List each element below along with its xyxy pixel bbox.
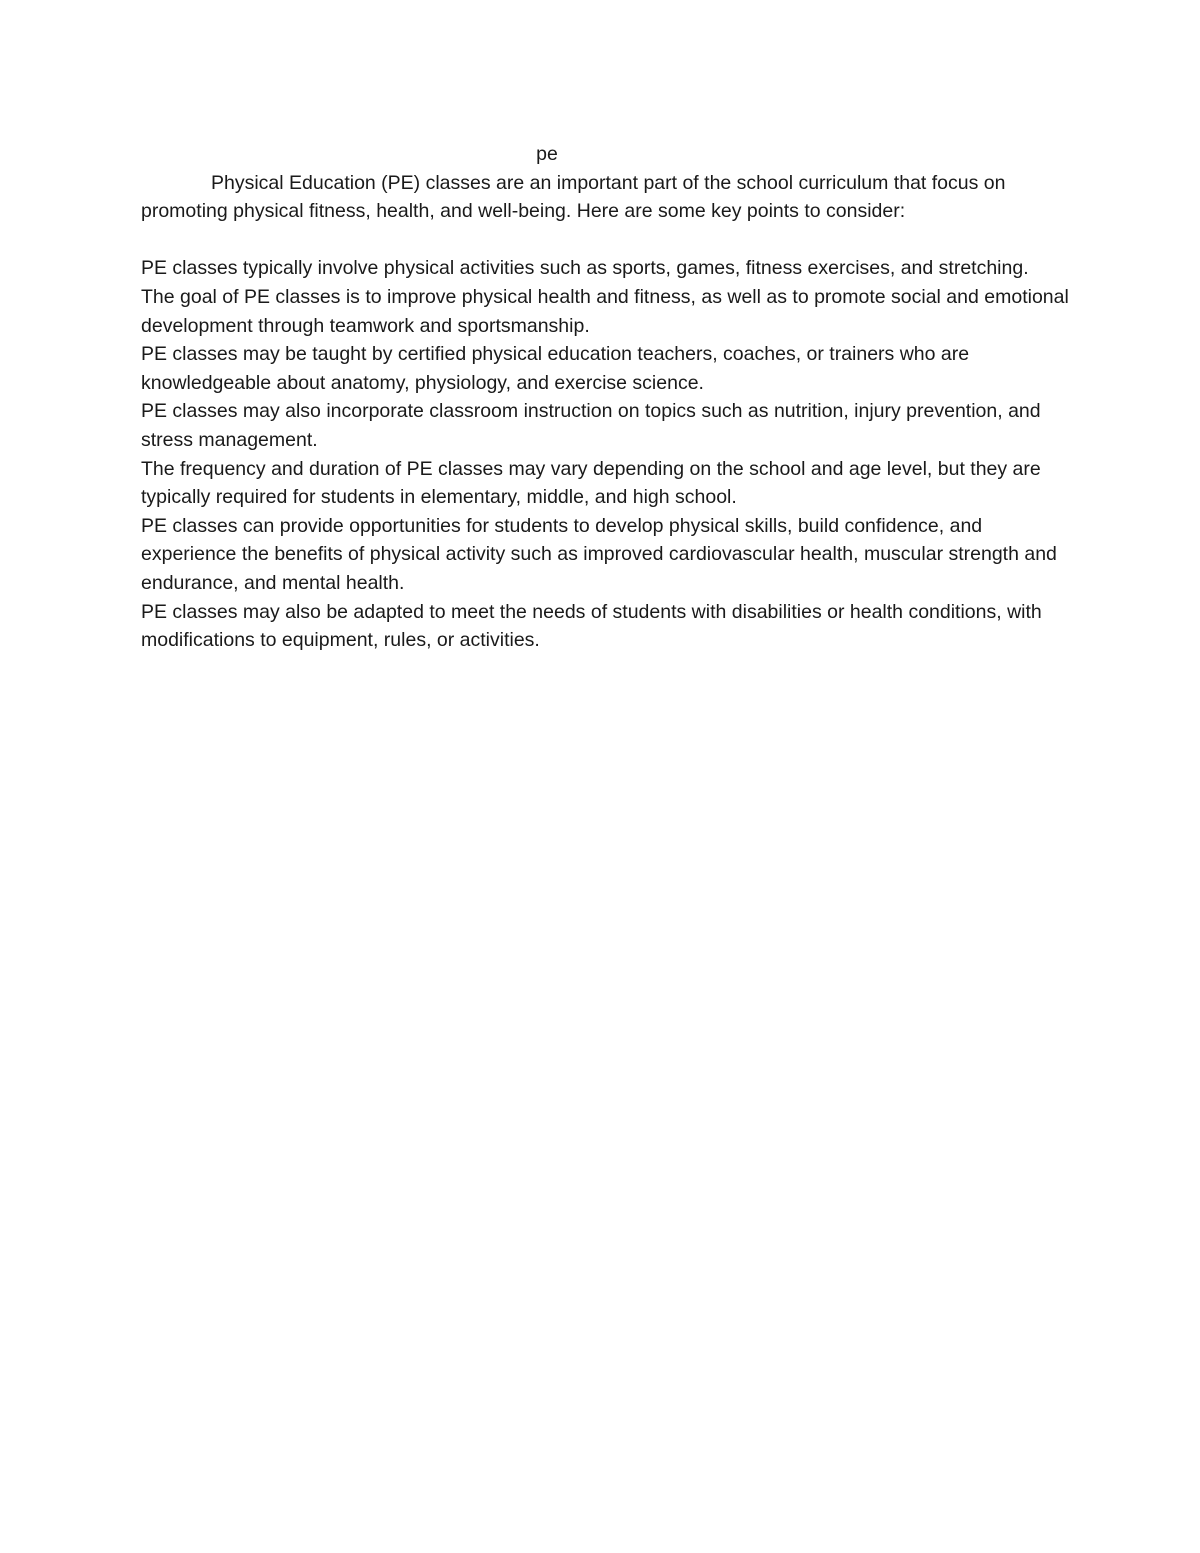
blank-line xyxy=(141,226,1071,255)
key-point-1: PE classes typically involve physical activities such as sports, games, fitness exercises, and stretching. xyxy=(141,257,1029,280)
document-body xyxy=(141,140,1071,655)
key-point-5: The frequency and duration of PE classes may vary depending on the school and age level, but they are typically required for students in elementary, middle, and high school. xyxy=(141,457,1041,509)
key-point-6: PE classes can provide opportunities for students to develop physical skills, build confidence, and experience the benefits of physical activity such as improved cardiovascular health, muscular strength and endurance, and mental health. xyxy=(141,514,1057,594)
document-title: pe xyxy=(536,143,558,165)
intro-paragraph: Physical Education (PE) classes are an important part of the school curriculum that focus on promoting physical fitness, health, and well-being. Here are some key points to consider: xyxy=(141,171,1006,223)
key-point-2: The goal of PE classes is to improve physical health and fitness, as well as to promote social and emotional development through teamwork and sportsmanship. xyxy=(141,285,1069,337)
key-point-4: PE classes may also incorporate classroom instruction on topics such as nutrition, injury prevention, and stress management. xyxy=(141,400,1041,451)
key-point-3: PE classes may be taught by certified physical education teachers, coaches, or trainers who are knowledgeable about anatomy, physiology, and exercise science. xyxy=(141,343,970,394)
key-point-7: PE classes may also be adapted to meet the needs of students with disabilities or health conditions, with modifications to equipment, rules, or activities. xyxy=(141,600,1042,652)
